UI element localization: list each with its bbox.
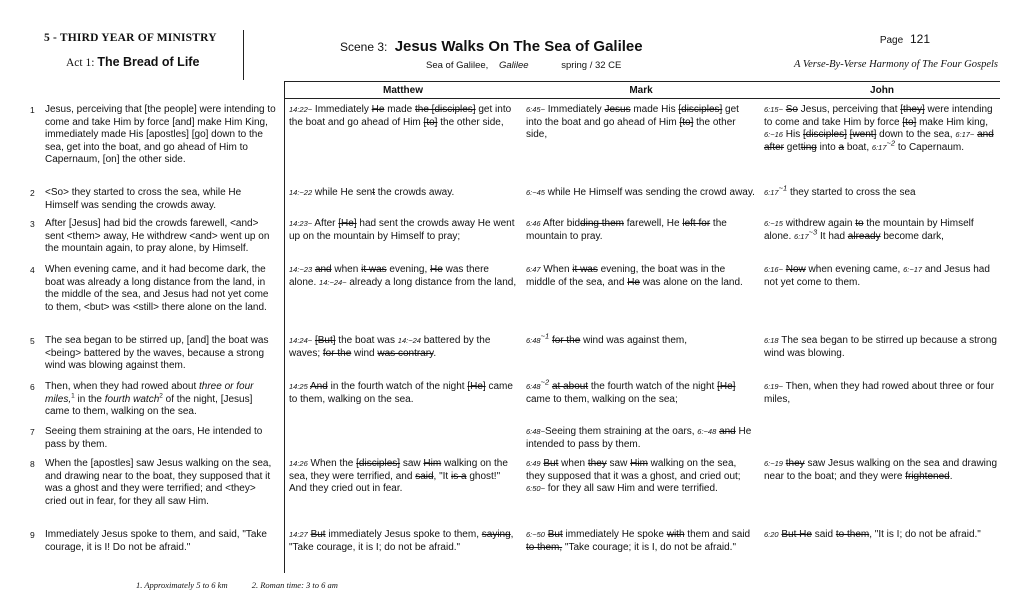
verse-text: had sent the crowds away He went up on the mountain by Himself to pray; (289, 218, 515, 242)
struck-text: But He (781, 529, 812, 540)
mark-cell (526, 264, 756, 289)
verse-text: , "Take courage, it is I; do not be afraid." (289, 529, 514, 553)
harmony-text: Seeing them straining at the oars, He intended to pass by them. (45, 426, 263, 450)
scene-heading (340, 38, 643, 55)
matthew-cell (289, 218, 517, 243)
verse-text: When (540, 264, 573, 275)
john-cell (764, 264, 1000, 289)
harmony-text: <So> they started to cross the sea, while He Himself was sending the crowds away. (45, 187, 242, 211)
struck-text: [He] (338, 218, 357, 229)
verse-text: He intended to pass by them. (526, 426, 752, 450)
verse-text: saw Jesus walking on the sea and drawing near to the boat; and they were (764, 458, 998, 482)
verse-text: evening, the boat was in the middle of the sea, and (526, 264, 726, 288)
matthew-cell (289, 458, 517, 496)
john-cell (764, 529, 1000, 542)
verse-text: "Take courage; it is I, do not be afraid." (562, 541, 737, 553)
verse-text: the boat was (335, 335, 398, 346)
verse-text: , "It (433, 470, 451, 482)
verse-text: they started to cross the sea (787, 187, 916, 198)
john-cell (764, 335, 1000, 360)
matthew-cell (289, 104, 517, 129)
verse-reference: 6:~50 (526, 530, 545, 539)
verse-text: walking on the sea, they supposed that it was a ghost, and cried out; (526, 458, 741, 482)
struck-text: already (847, 230, 881, 242)
verse-text: the crowds away. (374, 187, 455, 198)
verse-text: wind (351, 347, 378, 359)
verse-text: when (331, 264, 362, 275)
verse-text: while He Himself was sending the crowd away. (544, 187, 755, 198)
column-header-matthew: Matthew (383, 85, 423, 96)
column-header-mark: Mark (629, 85, 653, 96)
verse-reference: 6:~15 (764, 219, 783, 228)
verse-text: for they all saw Him and were terrified. (544, 483, 718, 495)
struck-text: and after (764, 129, 994, 153)
verse-text: make Him king, (916, 116, 988, 128)
act-title: The Bread of Life (97, 55, 200, 69)
verse-text: get (784, 141, 801, 153)
struck-text: to them (835, 529, 870, 540)
verse-text: came to them, walking on the sea. (289, 381, 513, 405)
location-line (426, 60, 621, 71)
footnote-2: 2. Roman time: 3 to 6 am (251, 580, 338, 590)
verse-reference: 6:50~ (526, 484, 545, 494)
mark-cell (526, 331, 756, 348)
row-number: 1 (30, 105, 35, 115)
struck-text: And (310, 381, 328, 392)
table-top-rule (284, 81, 1000, 82)
struck-text: it was (361, 264, 387, 275)
verse-reference: 14:26 (289, 459, 308, 468)
matthew-cell (289, 381, 517, 406)
scene-title: Jesus Walks On The Sea of Galilee (394, 38, 643, 55)
footnote-marker: ~3 (808, 227, 818, 237)
struck-text: the [disciples] (415, 104, 476, 115)
row-number: 2 (30, 188, 35, 198)
footnotes (136, 580, 338, 590)
row-number: 3 (30, 219, 35, 229)
verse-text: walking on the sea, they were terrified, and (289, 458, 508, 482)
struck-text: [went] (849, 129, 877, 141)
verse-reference: 6:~48 (697, 427, 717, 436)
verse-text: into (816, 141, 839, 153)
struck-text: So (785, 104, 798, 115)
row-number: 9 (30, 530, 35, 540)
verse-text: the mountain by Himself alone. (764, 218, 974, 242)
verse-text: the mountain to pray. (526, 218, 727, 242)
mark-cell (526, 529, 756, 554)
mark-cell (526, 187, 756, 200)
page-indicator (880, 32, 930, 46)
struck-text: [But] (314, 335, 336, 346)
verse-text: were intending to come and take Him by force (764, 104, 993, 128)
struck-text: for the (551, 335, 581, 346)
verse-reference: 6:17~ (955, 130, 975, 140)
verse-text: said (811, 529, 836, 540)
verse-reference: 6:~19 (764, 459, 783, 468)
struck-text: [He] (467, 381, 486, 392)
book-subtitle: A Verse-By-Verse Harmony of The Four Gospels (794, 59, 998, 70)
mark-cell (526, 426, 756, 451)
header-left (0, 28, 244, 80)
row-number: 5 (30, 336, 35, 346)
footnote-marker: ~1 (540, 331, 550, 341)
struck-text: frightened (905, 470, 950, 482)
verse-text: boat, (844, 141, 872, 153)
verse-text: when (558, 458, 588, 469)
struck-text: [disciples] (356, 458, 401, 469)
verse-reference: 6:~17 (903, 265, 923, 274)
verse-text: ghost!" And they cried out in fear. (289, 470, 501, 495)
verse-reference: 6:45~ (526, 105, 545, 114)
verse-reference: 6:46 (526, 219, 541, 228)
time-period: spring / 32 CE (561, 60, 622, 71)
matthew-cell (289, 264, 517, 289)
verse-text: already a long distance from the land, (346, 276, 517, 288)
verse-text: immediately He spoke (562, 529, 667, 540)
verse-reference: 14:27 (289, 530, 308, 539)
verse-text: the other side, (437, 116, 504, 128)
verse-text: , "It is I; do not be afraid." (869, 529, 981, 540)
struck-text: [disciples] (678, 104, 723, 115)
verse-text: wind was against them, (580, 335, 688, 346)
mark-cell (526, 377, 756, 406)
verse-reference: 6:16~ (764, 265, 783, 274)
scene-prefix: Scene 3: (340, 40, 388, 54)
struck-text: to (855, 218, 864, 229)
verse-text: immediately Jesus spoke to them, (325, 529, 482, 540)
verse-text: the fourth watch of the night (588, 381, 718, 392)
mark-cell (526, 104, 756, 142)
verse-reference: 14:~22 (289, 188, 313, 197)
verse-text: Then, when they had rowed about three or four miles, (764, 381, 995, 405)
verse-text: Jesus, perceiving that (798, 104, 901, 115)
john-cell (764, 218, 1000, 243)
struck-text: to them, (526, 541, 563, 553)
verse-text: . (949, 470, 953, 482)
section-title: 5 - THIRD YEAR OF MINISTRY (44, 32, 217, 44)
verse-text: saw (400, 458, 424, 469)
verse-text: made His (630, 104, 679, 115)
verse-reference: 14:23~ (289, 219, 313, 228)
verse-text: His (782, 129, 803, 141)
struck-text: said (415, 470, 434, 482)
harmony-text: The sea began to be stirred up, [and] the boat was <being> battered by the waves, because a strong wind was blowing against them. (45, 335, 269, 372)
verse-text: withdrew again (782, 218, 856, 229)
act-prefix: Act 1: (66, 57, 95, 69)
verse-reference: 6:17 (794, 231, 809, 241)
matthew-cell (289, 187, 517, 200)
struck-text: But (310, 529, 326, 540)
table-header-rule (284, 98, 1000, 99)
verse-reference: 6:17 (764, 188, 779, 197)
struck-text: Him (423, 458, 442, 469)
struck-text: and (314, 264, 332, 275)
table-left-rule (284, 81, 285, 573)
mark-cell (526, 458, 756, 496)
john-cell (764, 458, 1000, 483)
verse-text: while He sen (312, 187, 373, 198)
verse-text: evening, (386, 264, 431, 275)
verse-reference: 14:~24~ (319, 277, 347, 287)
struck-text: saying (481, 529, 511, 540)
verse-reference: 6:48 (526, 382, 541, 391)
harmony-text: Immediately Jesus spoke to them, and said, "Take courage, it is I! Do not be afraid." (45, 529, 267, 553)
john-cell (764, 104, 1000, 154)
verse-reference: 6:19~ (764, 382, 783, 391)
struck-text: [to] (679, 116, 694, 128)
verse-text: get into the boat and go ahead of Him (289, 104, 512, 128)
row-number: 4 (30, 265, 35, 275)
verse-reference: 6:48 (526, 336, 541, 345)
harmony-text: When evening came, and it had become dark, the boat was already a long distance from the land, in the middle of the sea, and Jesus had not yet come to them, <but> was <still> there alone on the land. (45, 264, 269, 313)
verse-reference: 6:48~ (526, 427, 545, 436)
verse-text: them and said (684, 529, 751, 540)
verse-reference: 14:22~ (289, 105, 313, 114)
row-number: 6 (30, 382, 35, 392)
mark-cell (526, 218, 756, 243)
verse-reference: 14:~23 (289, 265, 313, 274)
verse-reference: 6:~16 (764, 130, 783, 140)
struck-text: [disciples] (802, 129, 847, 141)
struck-text: t (372, 187, 375, 198)
john-cell (764, 183, 1000, 200)
row-number: 7 (30, 427, 35, 437)
footnote-1: 1. Approximately 5 to 6 km (136, 580, 228, 590)
verse-text: was there alone. (289, 264, 489, 288)
struck-text: a (838, 141, 845, 153)
verse-text: . (433, 347, 437, 359)
verse-reference: 14:~24 (397, 336, 421, 345)
verse-reference: 6:~45 (526, 188, 545, 197)
struck-text: He (430, 264, 443, 275)
verse-text: and Jesus had not yet come to them. (764, 264, 990, 288)
struck-text: was contrary (377, 347, 434, 359)
verse-text: made (384, 104, 415, 115)
struck-text: Jesus (604, 104, 631, 115)
struck-text: But (543, 458, 559, 469)
struck-text: Now (785, 264, 806, 275)
struck-text: and (719, 426, 736, 437)
verse-reference: 6:18 (764, 336, 779, 345)
struck-text: But (547, 529, 563, 540)
page-number: 121 (909, 32, 930, 46)
verse-text: After (312, 218, 339, 229)
verse-reference: 6:15~ (764, 105, 783, 114)
verse-text: When the (307, 458, 357, 469)
struck-text: with (666, 529, 685, 540)
struck-text: [He] (717, 381, 736, 392)
struck-text: ding them (580, 218, 624, 229)
struck-text: they (785, 458, 805, 469)
verse-text: saw (606, 458, 631, 469)
struck-text: ting (800, 141, 817, 153)
verse-reference: 14:25 (289, 382, 308, 391)
john-cell (764, 381, 1000, 406)
verse-text: came to them, walking on the sea; (526, 393, 678, 405)
struck-text: He (371, 104, 385, 115)
verse-reference: 6:47 (526, 265, 541, 274)
verse-text: when evening came, (805, 264, 904, 275)
harmony-text: Then, when they had rowed about three or four miles,$^1$ in the fourth watch$^2$ of the night, [Jesus] came to them, walking on the sea. (45, 381, 254, 418)
verse-text: Immediately (544, 104, 605, 115)
verse-text: Seeing them straining at the oars, (544, 426, 698, 437)
verse-text: was alone on the land. (639, 276, 743, 288)
verse-text: the other side, (526, 116, 736, 141)
struck-text: for the (322, 347, 352, 359)
verse-reference: 14:24~ (289, 336, 313, 345)
verse-text: Immediately (312, 104, 372, 115)
harmony-text: Jesus, perceiving that [the people] were intending to come and take Him by force [and] make Him King, immediately made His [apostles] [go] down to the sea, get into the boat, and go ahead of Him to Capernaum, [on] the other side. (45, 104, 276, 166)
struck-text: He (627, 276, 640, 288)
struck-text: at about (551, 381, 589, 392)
row-number: 8 (30, 459, 35, 469)
verse-text: The sea began to be stirred up because a strong wind was blowing. (764, 335, 997, 359)
location-region: Galilee (498, 60, 529, 71)
struck-text: they (587, 458, 607, 469)
verse-text: It had (817, 230, 848, 242)
verse-text: to Capernaum. (895, 141, 964, 153)
struck-text: is a (451, 470, 467, 482)
verse-text: battered by the waves; (289, 335, 491, 359)
column-header-john: John (870, 85, 894, 96)
footnote-marker: ~2 (886, 138, 896, 148)
harmony-text: When the [apostles] saw Jesus walking on the sea, and drawing near to the boat, they supposed that it was a ghost and they were terrified; and <they> cried out in fear, for they all saw Him. (45, 458, 272, 507)
matthew-cell (289, 529, 517, 554)
location: Sea of Galilee, (426, 60, 489, 71)
verse-text: become dark, (880, 230, 944, 242)
struck-text: [to] (423, 116, 438, 128)
verse-reference: 6:49 (526, 459, 541, 468)
verse-text: farewell, He (624, 218, 683, 229)
page-label: Page (879, 35, 904, 46)
verse-text: in the fourth watch of the night (327, 381, 468, 392)
verse-reference: 6:20 (764, 530, 779, 539)
verse-text: get into the boat and go ahead of Him (526, 104, 739, 128)
struck-text: [they] (900, 104, 925, 115)
verse-text: After bid (540, 218, 581, 229)
struck-text: [to] (902, 116, 917, 128)
matthew-cell (289, 335, 517, 360)
struck-text: left for (682, 218, 711, 229)
header-divider (243, 30, 244, 80)
verse-text: down to the sea, (876, 129, 956, 141)
struck-text: it was (572, 264, 598, 275)
footnote-marker: ~2 (540, 377, 550, 387)
verse-reference: 6:17 (871, 142, 887, 152)
footnote-marker: ~1 (778, 183, 788, 193)
struck-text: Him (630, 458, 648, 469)
act-line (66, 55, 199, 69)
harmony-text: After [Jesus] had bid the crowds farewell, <and> sent <them> away, He withdrew <and> went up on the mountain again, to pray alone, by Himself. (45, 218, 270, 255)
